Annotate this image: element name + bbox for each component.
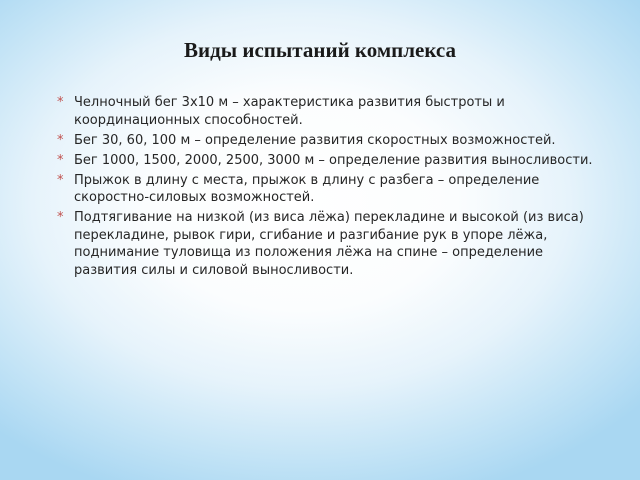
bullet-item-shuttle-run <box>57 94 594 129</box>
bullet-text: Прыжок в длину с места, прыжок в длину с разбега – определение скоростно-силовых возможностей. <box>74 172 540 205</box>
bullet-marker-icon: * <box>57 95 64 110</box>
bullet-item-endurance-run <box>57 152 594 170</box>
bullet-text: Бег 30, 60, 100 м – определение развития скоростных возможностей. <box>74 132 556 148</box>
bullet-marker-icon: * <box>57 132 64 148</box>
slide-title: Виды испытаний комплекса <box>184 38 456 62</box>
bullet-marker-icon: * <box>57 172 64 188</box>
bullet-item-long-jump <box>57 172 594 207</box>
bullet-item-sprint <box>57 132 594 150</box>
bullet-marker-icon: * <box>57 210 64 225</box>
bullet-list <box>57 94 594 282</box>
bullet-text: Бег 1000, 1500, 2000, 2500, 3000 м – определение развития выносливости. <box>74 152 593 168</box>
bullet-item-strength <box>57 209 594 279</box>
bullet-text: Челночный бег 3х10 м – характеристика развития быстроты и координационных способностей. <box>74 95 505 128</box>
bullet-text: Подтягивание на низкой (из виса лёжа) перекладине и высокой (из виса) перекладине, рывок гири, сгибание и разгибание рук в упоре лёжа, поднимание туловища из положения лёжа на спине – определение развития силы и силовой выносливости. <box>74 210 584 278</box>
bullet-marker-icon: * <box>57 152 64 168</box>
